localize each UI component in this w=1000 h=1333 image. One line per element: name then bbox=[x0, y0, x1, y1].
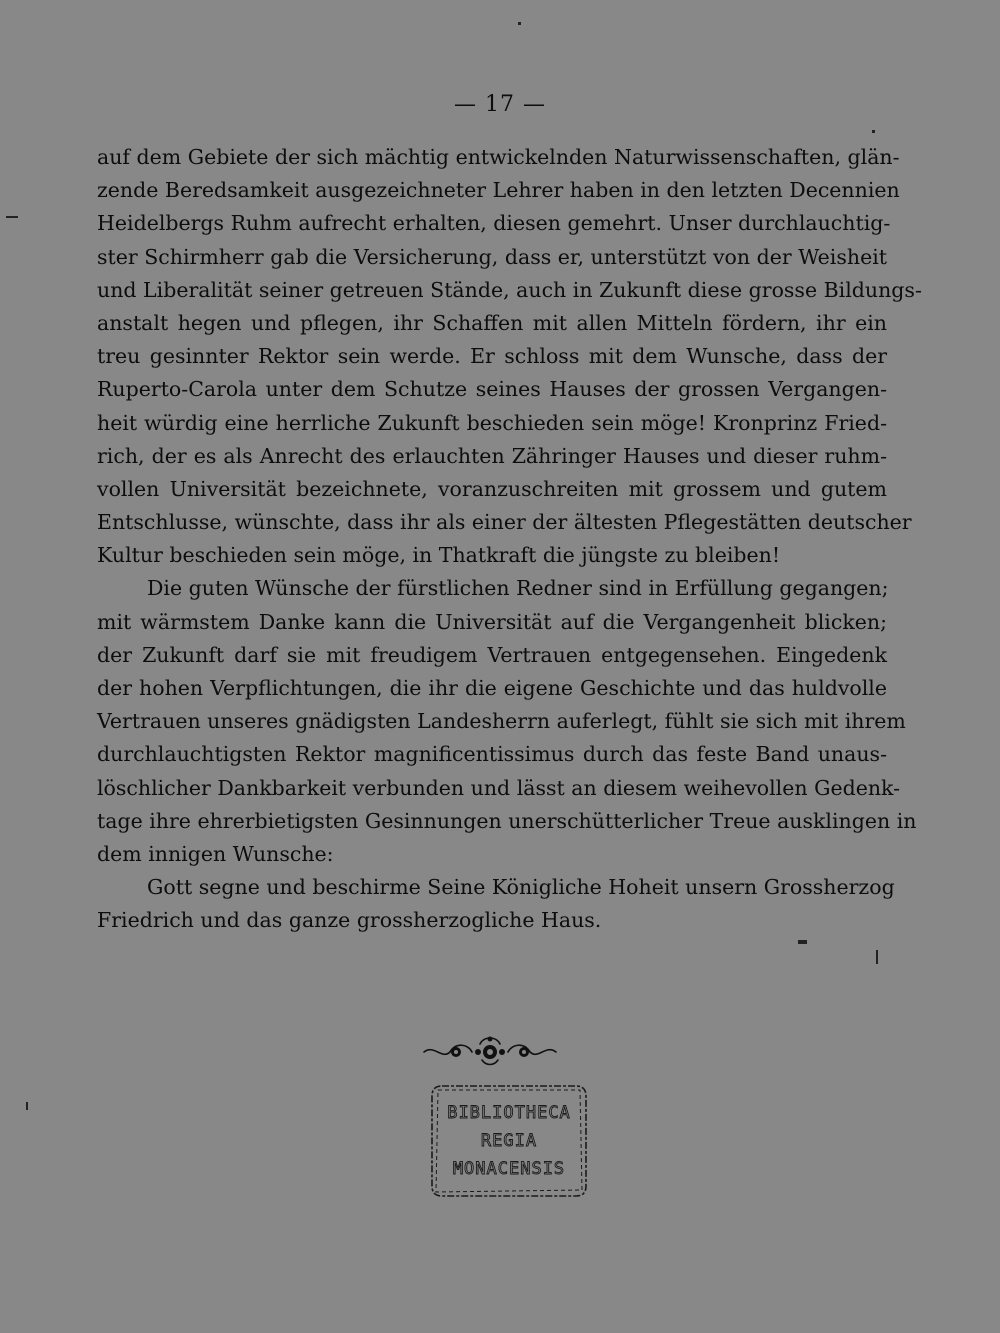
text-line: der Zukunft darf sie mit freudigem Vertrauen entgegensehen. Eingedenk bbox=[97, 642, 887, 667]
text-line: Friedrich und das ganze grossherzogliche Haus. bbox=[97, 908, 602, 933]
text-line: zende Beredsamkeit ausgezeichneter Lehrer haben in den letzten Decennien bbox=[97, 178, 900, 203]
text-line: treu gesinnter Rektor sein werde. Er schloss mit dem Wunsche, dass der bbox=[97, 344, 887, 369]
scan-speck bbox=[872, 130, 875, 133]
text-line: rich, der es als Anrecht des erlauchten Zähringer Hauses und dieser ruhm- bbox=[97, 443, 887, 468]
text-line: der hohen Verpflichtungen, die ihr die eigene Geschichte und das huldvolle bbox=[97, 676, 887, 700]
stamp-line: BIBLIOTHECA bbox=[447, 1103, 571, 1123]
scan-speck bbox=[876, 950, 878, 964]
text-line: vollen Universität bezeichnete, voranzuschreiten mit grossem und gutem bbox=[97, 476, 887, 501]
body-text bbox=[97, 141, 922, 938]
library-stamp bbox=[428, 1078, 590, 1202]
floral-ornament-icon bbox=[420, 1030, 560, 1070]
text-line: Ruperto-Carola unter dem Schutze seines Hauses der grossen Vergangen- bbox=[97, 377, 887, 402]
text-line: heit würdig eine herrliche Zukunft beschieden sein möge! Kronprinz Fried- bbox=[97, 410, 887, 435]
text-line: Entschlusse, wünschte, dass ihr als einer der ältesten Pflegestätten deutscher bbox=[97, 510, 912, 535]
text-line: durchlauchtigsten Rektor magnificentissimus durch das feste Band unaus- bbox=[97, 742, 887, 767]
paragraph-1 bbox=[97, 141, 922, 572]
scan-speck bbox=[26, 1102, 28, 1110]
text-line: löschlicher Dankbarkeit verbunden und lässt an diesem weihevollen Gedenk- bbox=[97, 775, 901, 800]
text-line: dem innigen Wunsche: bbox=[97, 841, 334, 866]
text-line: anstalt hegen und pflegen, ihr Schaffen mit allen Mitteln fördern, ihr ein bbox=[97, 310, 887, 335]
text-line: mit wärmstem Danke kann die Universität auf die Vergangenheit blicken; bbox=[97, 609, 887, 634]
text-line: Kultur beschieden sein möge, in Thatkraft die jüngste zu bleiben! bbox=[97, 543, 781, 568]
scan-speck bbox=[798, 940, 807, 944]
paragraph-3 bbox=[97, 871, 895, 937]
text-line: ster Schirmherr gab die Versicherung, dass er, unterstützt von der Weisheit bbox=[97, 244, 887, 269]
paragraph-2 bbox=[97, 572, 917, 871]
page-number: — 17 — bbox=[454, 92, 546, 117]
text-line: tage ihre ehrerbietigsten Gesinnungen unerschütterlicher Treue ausklingen in bbox=[97, 808, 917, 833]
scan-speck bbox=[518, 22, 521, 25]
text-line: auf dem Gebiete der sich mächtig entwickelnden Naturwissenschaften, glän- bbox=[97, 145, 900, 169]
text-line: Gott segne und beschirme Seine Königliche Hoheit unsern Grossherzog bbox=[147, 875, 895, 900]
stamp-line: REGIA bbox=[480, 1131, 538, 1151]
scan-speck bbox=[6, 216, 18, 218]
text-line: Die guten Wünsche der fürstlichen Redner sind in Erfüllung gegangen; bbox=[147, 576, 889, 601]
text-line: Vertrauen unseres gnädigsten Landesherrn auferlegt, fühlt sie sich mit ihrem bbox=[97, 709, 906, 734]
text-line: Heidelbergs Ruhm aufrecht erhalten, diesen gemehrt. Unser durchlauchtig- bbox=[97, 211, 891, 236]
text-line: und Liberalität seiner getreuen Stände, auch in Zukunft diese grosse Bildungs- bbox=[97, 277, 922, 302]
stamp-line: MONACENSIS bbox=[452, 1159, 566, 1179]
